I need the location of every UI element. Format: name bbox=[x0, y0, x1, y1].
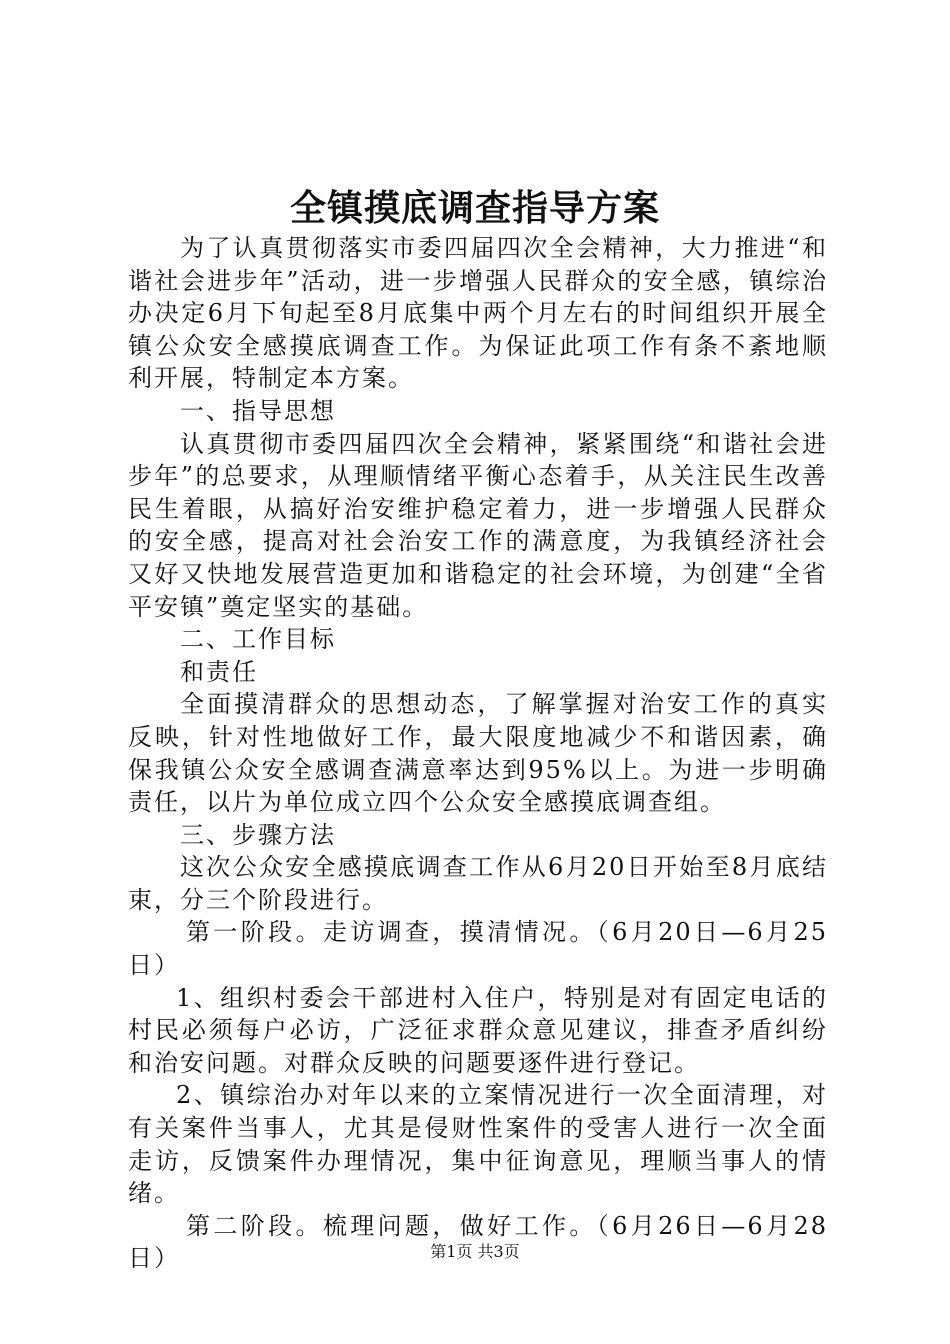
document-body bbox=[128, 232, 828, 1275]
phase-one-heading: 第一阶段。走访调查，摸清情况。（6月20日—6月25日） bbox=[128, 918, 828, 980]
intro-paragraph: 为了认真贯彻落实市委四届四次全会精神，大力推进“和谐社会进步年”活动，进一步增强人民群众的安全感，镇综治办决定6月下旬起至8月底集中两个月左右的时间组织开展全镇公众安全感摸底调查工作。为保证此项工作有条不紊地顺利开展，特制定本方案。 bbox=[128, 234, 828, 393]
page-footer: 第1页 共3页 bbox=[430, 1242, 520, 1261]
section-heading-steps: 三、步骤方法 bbox=[180, 820, 336, 849]
phase-two-heading: 第二阶段。梳理问题，做好工作。（6月26日—6月28日） bbox=[128, 1211, 828, 1273]
section-heading-guiding-thought: 一、指导思想 bbox=[180, 396, 336, 425]
section-heading-work-goals: 二、工作目标 bbox=[180, 625, 336, 654]
phase-one-item-2: 2、镇综治办对年以来的立案情况进行一次全面清理，对有关案件当事人，尤其是侵财性案件的受害人进行一次全面走访，反馈案件办理情况，集中征询意见，理顺当事人的情绪。 bbox=[128, 1081, 828, 1208]
steps-paragraph: 这次公众安全感摸底调查工作从6月20日开始至8月底结束，分三个阶段进行。 bbox=[128, 853, 828, 914]
guiding-thought-paragraph: 认真贯彻市委四届四次全会精神，紧紧围绕“和谐社会进步年”的总要求，从理顺情绪平衡心态着手，从关注民生改善民生着眼，从搞好治安维护稳定着力，进一步增强人民群众的安全感，提高对社会治安工作的满意度，为我镇经济社会又好又快地发展营造更加和谐稳定的社会环境，为创建“全省平安镇”奠定坚实的基础。 bbox=[128, 429, 828, 621]
work-goals-paragraph: 全面摸清群众的思想动态，了解掌握对治安工作的真实反映，针对性地做好工作，最大限度地减少不和谐因素，确保我镇公众安全感调查满意率达到95%以上。为进一步明确责任，以片为单位成立四个公众安全感摸底调查组。 bbox=[128, 690, 828, 817]
section-heading-continuation: 和责任 bbox=[180, 657, 258, 686]
page-title: 全镇摸底调查指导方案 bbox=[289, 187, 660, 229]
phase-one-item-1: 1、组织村委会干部进村入住户，特别是对有固定电话的村民必须每户必访，广泛征求群众意见建议，排查矛盾纠纷和治安问题。对群众反映的问题要逐件进行登记。 bbox=[128, 983, 828, 1077]
